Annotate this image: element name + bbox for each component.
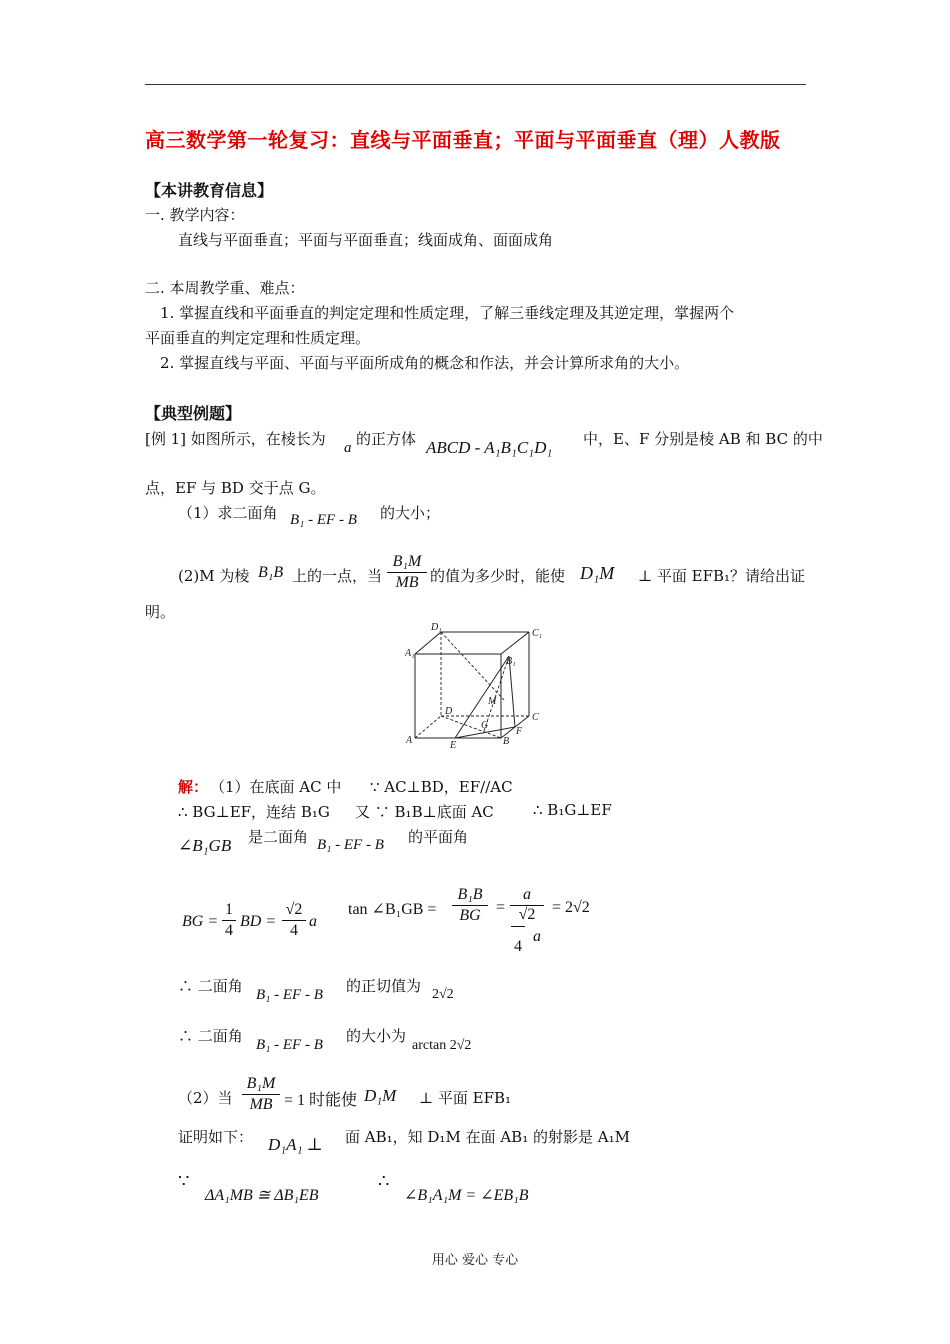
solution-line-1a: （1）在底面 AC 中 xyxy=(210,778,342,796)
label-f: F xyxy=(516,726,523,737)
fraction-numerator: 1 xyxy=(225,901,233,918)
cube-name: ABCD - A₁B₁C₁D₁ xyxy=(426,438,553,457)
fraction-numerator: B₁B xyxy=(457,886,483,903)
fraction-denominator: 4 xyxy=(290,922,298,939)
label-b1: B₁ xyxy=(506,656,516,667)
fraction-b1m-over-mb xyxy=(242,1075,280,1114)
question-2-when: 上的一点，当 xyxy=(292,567,383,585)
bd-label: BD = xyxy=(240,913,277,930)
question-2-perp: ⊥ 平面 EFB₁？请给出证 xyxy=(638,567,806,585)
cube-figure xyxy=(405,620,553,748)
tan-label: tan ∠B₁GB = xyxy=(348,901,437,918)
label-c: C xyxy=(532,712,539,723)
solution-line-3a: 是二面角 xyxy=(248,828,309,846)
line-d1a1-perp: D₁A₁ ⊥ xyxy=(268,1135,323,1154)
therefore-symbol: ∴ xyxy=(378,1171,390,1192)
header-rule xyxy=(145,84,806,85)
dihedral-expr-1: B₁ - EF - B xyxy=(317,837,384,853)
example-1-g: 点，EF 与 BD 交于点 G。 xyxy=(145,479,326,497)
angle-value: arctan 2√2 xyxy=(412,1038,472,1053)
question-2-value-text: 的值为多少时，能使 xyxy=(430,567,566,585)
edge-length-var: a xyxy=(344,440,352,456)
section-heading-examples: 【典型例题】 xyxy=(145,404,242,423)
solution-line-6a: ∴ 二面角 xyxy=(178,1027,243,1045)
equal-angles: ∠B₁A₁M = ∠EB₁B xyxy=(404,1187,529,1204)
fraction-one-quarter xyxy=(222,901,236,940)
label-e: E xyxy=(450,740,457,748)
teaching-content-label: 一. 教学内容： xyxy=(145,206,245,224)
proof-projection: 面 AB₁，知 D₁M 在面 AB₁ 的射影是 A₁M xyxy=(345,1128,630,1146)
page-title: 高三数学第一轮复习：直线与平面垂直；平面与平面垂直（理）人教版 xyxy=(145,128,781,152)
plane-angle: ∠B₁GB xyxy=(178,836,232,855)
question-2-line: D₁M xyxy=(580,563,615,583)
fraction-numerator: B₁M xyxy=(246,1075,276,1092)
edge-a1d1 xyxy=(415,632,441,654)
question-2-edge: B₁B xyxy=(258,564,284,581)
fraction-denominator-root2: √2 xyxy=(518,906,536,923)
fraction-numerator: a xyxy=(523,886,531,903)
edge-ad xyxy=(415,716,441,738)
solution-line-5a: ∴ 二面角 xyxy=(178,977,243,995)
dihedral-expr-2: B₁ - EF - B xyxy=(256,987,323,1003)
teaching-content-text: 直线与平面垂直；平面与平面垂直；线面成角、面面成角 xyxy=(178,231,554,249)
solution-line-2a: ∴ BG⊥EF，连结 B₁G xyxy=(178,803,330,821)
dihedral-expr-3: B₁ - EF - B xyxy=(256,1037,323,1053)
question-2-label: (2)M 为棱 xyxy=(178,567,250,585)
fraction-numerator: B₁M xyxy=(392,553,422,570)
fraction-bar xyxy=(387,572,427,573)
fraction-bar xyxy=(282,920,306,921)
fraction-denominator: MB xyxy=(395,574,419,591)
tan-result: = 2√2 xyxy=(552,899,590,916)
section-heading-info: 【本讲教育信息】 xyxy=(145,181,274,200)
key-point-1a: 1. 掌握直线和平面垂直的判定定理和性质定理，了解三垂线定理及其逆定理，掌握两个 xyxy=(160,304,735,322)
solution-line-2c: ∴ B₁G⊥EF xyxy=(533,801,612,819)
label-m: M xyxy=(488,696,497,707)
solution-line-1b: ∵ AC⊥BD，EF//AC xyxy=(370,778,513,796)
fraction-denominator: BG xyxy=(459,907,481,924)
inner-fraction-bar xyxy=(511,926,525,927)
line-d1m xyxy=(441,632,504,700)
question-1-text: 的大小； xyxy=(380,504,441,522)
solution-line-3b: 的平面角 xyxy=(408,828,469,846)
question-1-angle: B₁ - EF - B xyxy=(290,512,357,528)
page-footer: 用心 爱心 专心 xyxy=(431,1253,519,1268)
label-d1: D₁ xyxy=(431,622,442,633)
edge-b1c1 xyxy=(501,632,529,654)
label-b: B xyxy=(503,736,510,747)
example-1-ef: 中，E、F 分别是棱 AB 和 BC 的中 xyxy=(583,430,823,448)
key-point-2: 2. 掌握直线与平面、平面与平面所成角的概念和作法，并会计算所求角的大小。 xyxy=(160,354,690,372)
solution-line-7b: = 1 时能使 xyxy=(284,1092,358,1109)
example-1-cube-text: 的正方体 xyxy=(356,430,417,448)
fraction-a-over-root2a xyxy=(510,886,544,923)
fraction-bar xyxy=(452,905,488,906)
fraction-bar xyxy=(222,920,236,921)
fraction-b1b-over-bg xyxy=(452,886,488,925)
solution-label: 解： xyxy=(178,778,209,796)
fraction-denominator: MB xyxy=(249,1096,273,1113)
tan-equals: = xyxy=(496,899,506,916)
solution-line-6b: 的大小为 xyxy=(346,1027,407,1045)
line-d1m: D₁M xyxy=(364,1086,397,1105)
solution-line-7a: （2）当 xyxy=(178,1089,233,1107)
bg-label: BG = xyxy=(182,913,219,930)
solution-line-7c: ⊥ 平面 EFB₁ xyxy=(419,1089,512,1107)
solution-line-2b: 又 ∵ B₁B⊥底面 AC xyxy=(355,803,494,821)
fraction-bar xyxy=(242,1094,280,1095)
inner-fraction-den: 4 xyxy=(514,938,522,955)
label-d: D xyxy=(445,706,453,717)
label-a: A xyxy=(406,735,413,746)
bg-a: a xyxy=(309,913,317,930)
inner-fraction-a: a xyxy=(533,928,541,945)
fraction-numerator: √2 xyxy=(285,901,303,918)
solution-line-5b: 的正切值为 xyxy=(346,977,422,995)
fraction-denominator: 4 xyxy=(225,922,233,939)
label-c1: C₁ xyxy=(532,628,543,639)
key-point-1b: 平面垂直的判定定理和性质定理。 xyxy=(145,329,371,347)
congruent-triangles: ΔA₁MB ≅ ΔB₁EB xyxy=(205,1187,319,1204)
question-2-end: 明。 xyxy=(145,603,176,621)
fraction-root2-over-4 xyxy=(282,901,306,940)
because-symbol: ∵ xyxy=(178,1171,190,1192)
example-1-intro: [例 1] 如图所示，在棱长为 xyxy=(145,430,326,448)
key-points-label: 二. 本周教学重、难点： xyxy=(145,279,305,297)
label-a1: A₁ xyxy=(405,648,415,659)
tangent-value: 2√2 xyxy=(432,987,454,1002)
question-1-label: （1）求二面角 xyxy=(178,504,278,522)
label-g: G xyxy=(481,720,489,731)
question-2-fraction xyxy=(387,553,427,592)
proof-label: 证明如下： xyxy=(178,1128,254,1146)
